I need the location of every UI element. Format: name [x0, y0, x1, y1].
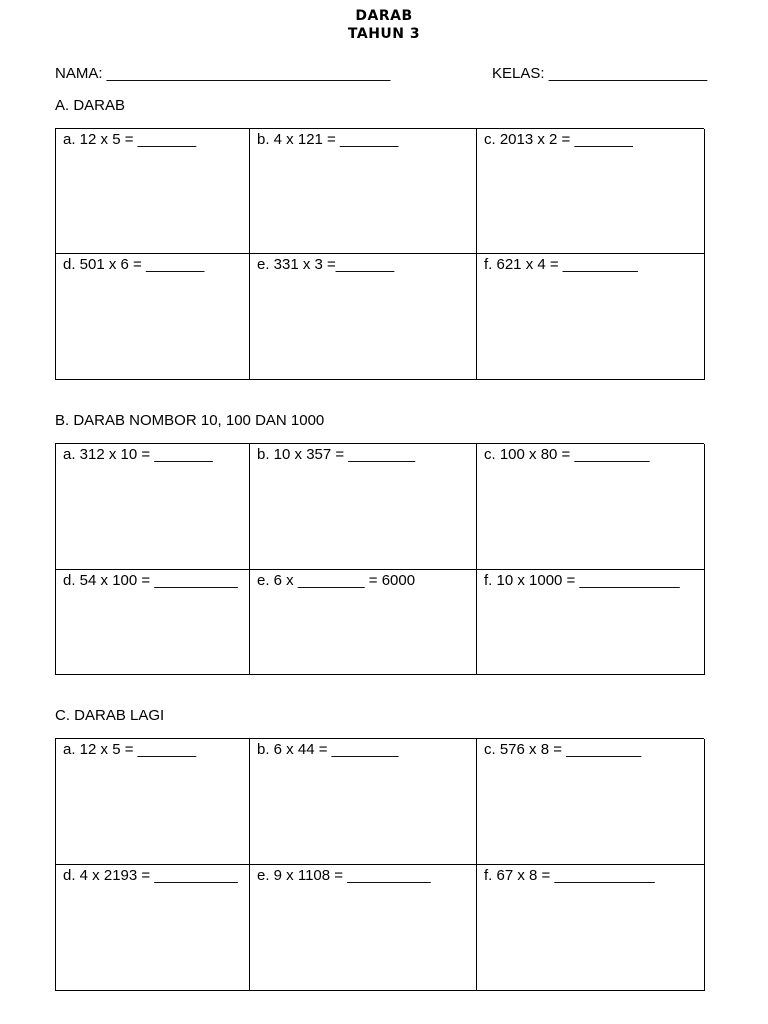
question-cell[interactable]: d. 501 x 6 = _______ [56, 254, 250, 380]
worksheet-subtitle: TAHUN 3 [347, 26, 421, 42]
name-field[interactable]: NAMA: __________________________________ [55, 65, 391, 82]
question-cell[interactable]: f. 67 x 8 = ____________ [477, 865, 705, 991]
question-cell[interactable]: e. 6 x ________ = 6000 [250, 570, 477, 675]
section-c-grid [55, 738, 704, 991]
section-b-title: B. DARAB NOMBOR 10, 100 DAN 1000 [55, 412, 325, 429]
question-cell[interactable]: c. 100 x 80 = _________ [477, 444, 705, 570]
question-cell[interactable]: d. 4 x 2193 = __________ [56, 865, 250, 991]
question-cell[interactable]: b. 4 x 121 = _______ [250, 129, 477, 254]
section-c-title: C. DARAB LAGI [55, 707, 165, 724]
section-b-grid [55, 443, 704, 675]
section-a-title: A. DARAB [55, 97, 126, 114]
question-cell[interactable]: e. 9 x 1108 = __________ [250, 865, 477, 991]
question-cell[interactable]: a. 12 x 5 = _______ [56, 129, 250, 254]
question-cell[interactable]: b. 10 x 357 = ________ [250, 444, 477, 570]
question-cell[interactable]: c. 576 x 8 = _________ [477, 739, 705, 865]
question-cell[interactable]: f. 621 x 4 = _________ [477, 254, 705, 380]
worksheet-title: DARAB [355, 8, 413, 24]
question-cell[interactable]: e. 331 x 3 =_______ [250, 254, 477, 380]
question-cell[interactable]: a. 12 x 5 = _______ [56, 739, 250, 865]
class-field[interactable]: KELAS: ___________________ [492, 65, 708, 82]
section-a-grid [55, 128, 704, 380]
question-cell[interactable]: a. 312 x 10 = _______ [56, 444, 250, 570]
question-cell[interactable]: b. 6 x 44 = ________ [250, 739, 477, 865]
question-cell[interactable]: d. 54 x 100 = __________ [56, 570, 250, 675]
question-cell[interactable]: f. 10 x 1000 = ____________ [477, 570, 705, 675]
question-cell[interactable]: c. 2013 x 2 = _______ [477, 129, 705, 254]
